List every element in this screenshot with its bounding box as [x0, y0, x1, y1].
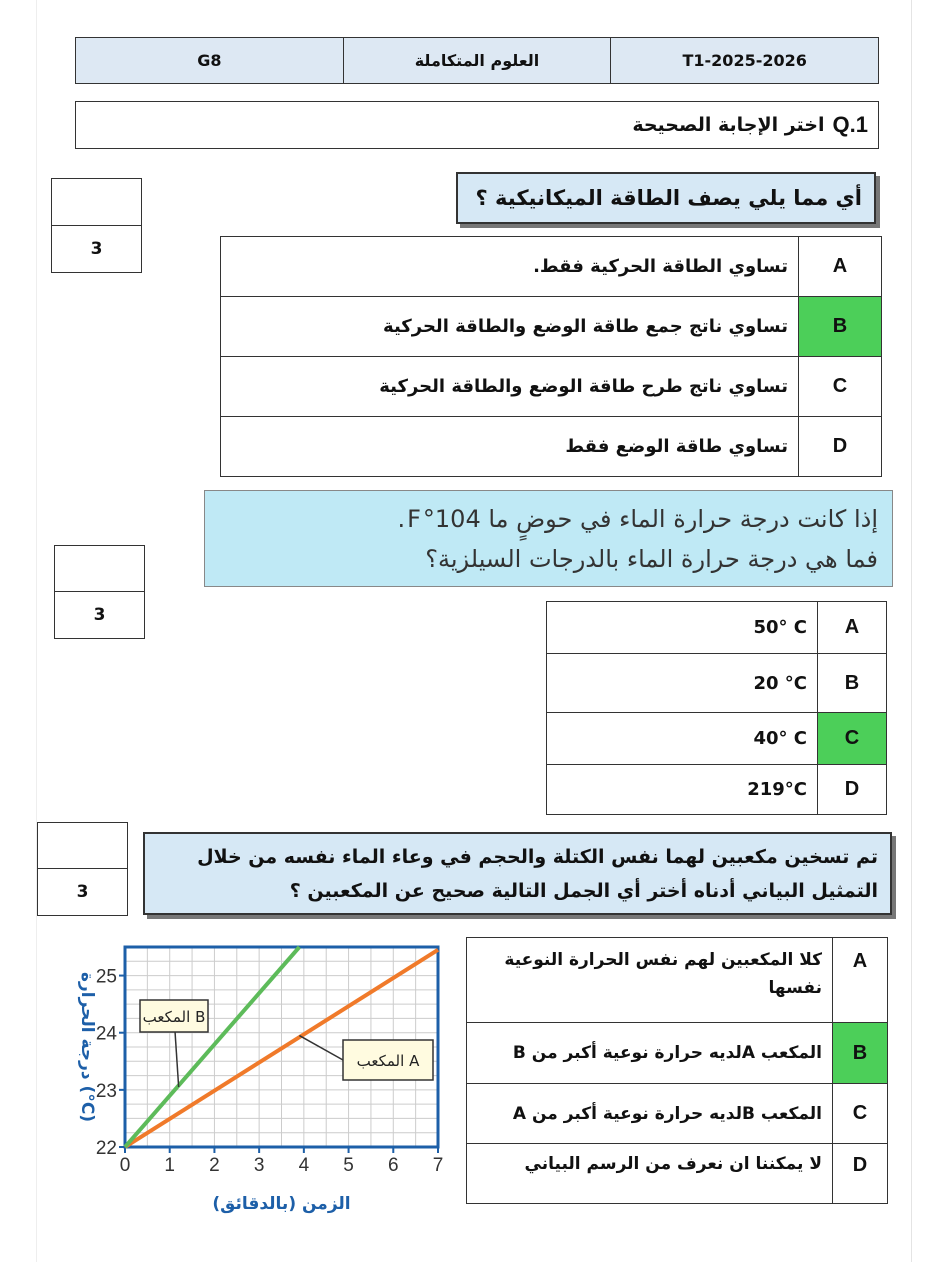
option-row[interactable] — [467, 1084, 888, 1144]
options-table-1 — [220, 236, 882, 477]
option-letter: D — [833, 1144, 888, 1204]
header-table — [75, 37, 879, 84]
score-box-3 — [37, 822, 128, 916]
subject: العلوم المتكاملة — [343, 38, 611, 83]
option-text: 40° C — [547, 713, 818, 765]
option-letter: D — [799, 417, 882, 477]
score-value: 3 — [93, 605, 106, 625]
option-letter: C — [833, 1084, 888, 1144]
option-row[interactable] — [467, 938, 888, 1023]
option-text: المكعب Aلديه حرارة نوعية أكبر من B — [467, 1023, 833, 1084]
option-letter: D — [818, 765, 887, 815]
question-2 — [204, 490, 893, 587]
temperature-chart — [60, 930, 460, 1230]
option-text: تساوي ناتج جمع طاقة الوضع والطاقة الحركية — [221, 297, 799, 357]
option-letter-correct: B — [833, 1023, 888, 1084]
x-axis-label: الزمن (بالدقائق) — [212, 1194, 351, 1214]
option-text: تساوي طاقة الوضع فقط — [221, 417, 799, 477]
question-line: تم تسخين مكعبين لهما نفس الكتلة والحجم في وعاء الماء نفسه من خلال — [197, 846, 878, 868]
series-label: المكعب B — [142, 1008, 206, 1026]
y-tick-label: 23 — [95, 1080, 117, 1102]
option-letter-correct: C — [818, 713, 887, 765]
x-tick-label: 3 — [253, 1155, 265, 1176]
term: T1-2025-2026 — [610, 38, 878, 83]
y-tick-label: 24 — [95, 1023, 117, 1045]
option-row[interactable] — [547, 602, 887, 654]
x-tick-label: 2 — [209, 1155, 220, 1176]
grade: G8 — [197, 51, 222, 70]
x-tick-label: 6 — [387, 1155, 399, 1176]
option-row[interactable] — [221, 297, 882, 357]
question-line: إذا كانت درجة حرارة الماء في حوضٍ ما 104°F. — [397, 505, 878, 533]
score-box-1 — [51, 178, 142, 273]
y-tick-label: 22 — [95, 1138, 117, 1159]
option-letter: C — [799, 357, 882, 417]
series-label: المكعب A — [356, 1052, 420, 1070]
option-letter: A — [799, 237, 882, 297]
option-row[interactable] — [547, 713, 887, 765]
option-letter: A — [818, 602, 887, 654]
option-text: لا يمكننا ان نعرف من الرسم البياني — [467, 1144, 833, 1204]
score-value: 3 — [76, 882, 89, 902]
question-3 — [143, 832, 892, 915]
option-row[interactable] — [221, 237, 882, 297]
x-tick-label: 4 — [298, 1155, 310, 1176]
option-text: تساوي ناتج طرح طاقة الوضع والطاقة الحركية — [221, 357, 799, 417]
option-row[interactable] — [467, 1144, 888, 1204]
option-row[interactable] — [221, 417, 882, 477]
x-tick-label: 0 — [119, 1155, 131, 1176]
section-title — [75, 101, 879, 149]
option-text: 50° C — [547, 602, 818, 654]
option-letter-correct: B — [799, 297, 882, 357]
score-box-2 — [54, 545, 145, 639]
option-letter: A — [833, 938, 888, 1023]
section-label: Q.1 — [832, 112, 868, 137]
option-text: تساوي الطاقة الحركية فقط. — [221, 237, 799, 297]
option-text: 219°C — [547, 765, 818, 815]
option-row[interactable] — [467, 1023, 888, 1084]
option-row[interactable] — [547, 765, 887, 815]
x-tick-label: 1 — [164, 1155, 176, 1176]
section-text: اختر الإجابة الصحيحة — [632, 114, 825, 136]
options-table-3 — [466, 937, 888, 1204]
y-axis-label: درجة الحرارة (°C) — [77, 971, 97, 1123]
option-text: المكعب Bلديه حرارة نوعية أكبر من A — [467, 1084, 833, 1144]
option-row[interactable] — [221, 357, 882, 417]
option-text: 20 °C — [547, 654, 818, 713]
x-tick-label: 7 — [432, 1155, 444, 1176]
option-letter: B — [818, 654, 887, 713]
options-table-2 — [546, 601, 887, 815]
option-row[interactable] — [547, 654, 887, 713]
score-value: 3 — [90, 238, 103, 259]
question-line: التمثيل البياني أدناه أختر أي الجمل التالية صحيح عن المكعبين ؟ — [289, 880, 878, 902]
y-tick-label: 25 — [95, 966, 117, 988]
option-text: كلا المكعبين لهم نفس الحرارة النوعية نفسها — [467, 938, 833, 1023]
callout-pointer — [299, 1036, 343, 1060]
x-tick-label: 5 — [343, 1155, 354, 1176]
question-1: أي مما يلي يصف الطاقة الميكانيكية ؟ — [456, 172, 876, 224]
question-line: فما هي درجة حرارة الماء بالدرجات السيلزية؟ — [425, 545, 878, 573]
